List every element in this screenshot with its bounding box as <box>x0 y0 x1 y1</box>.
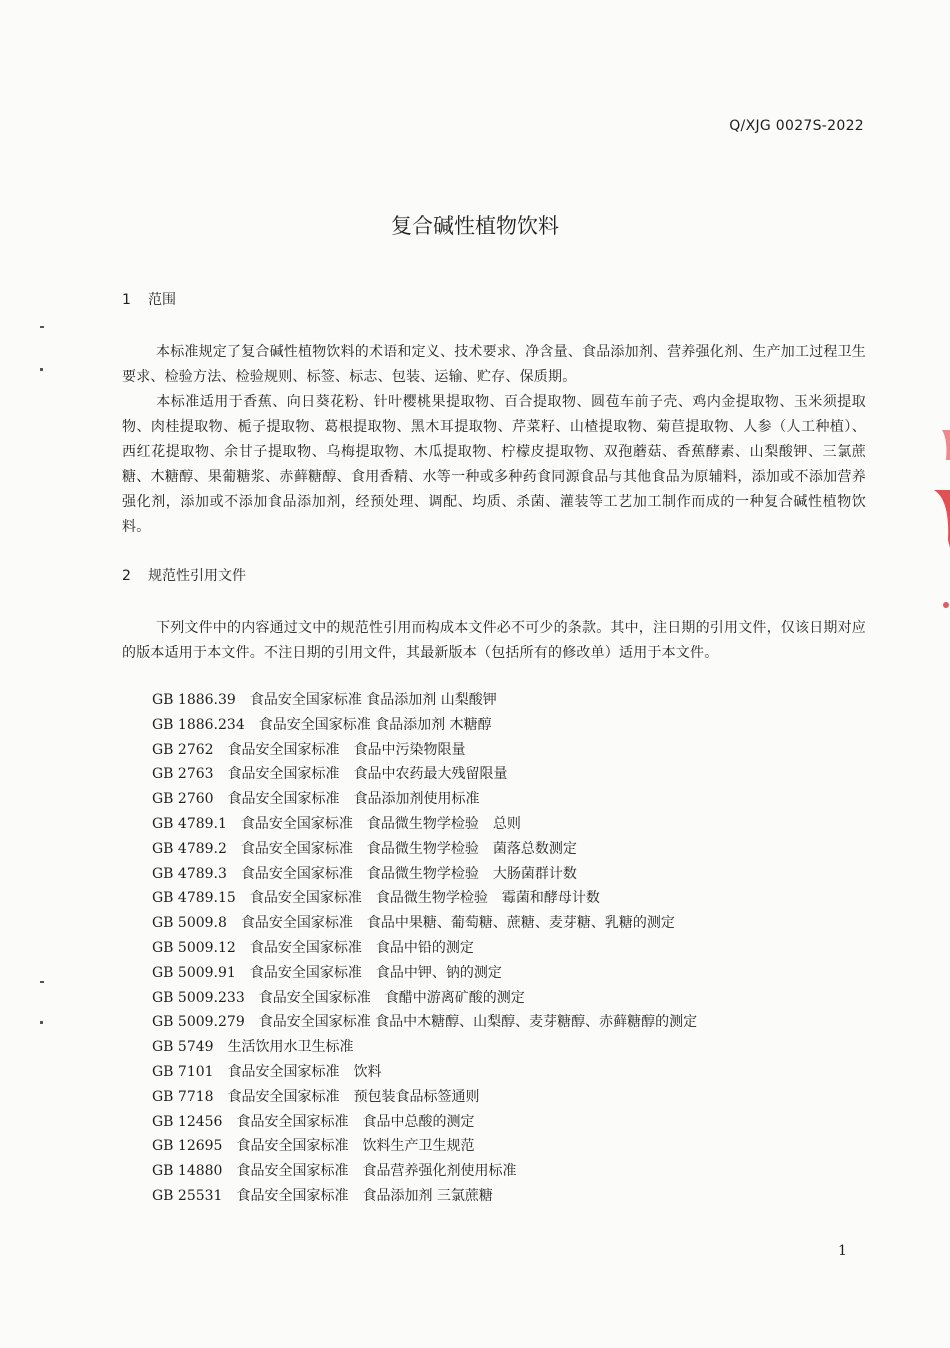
reference-item <box>152 738 852 763</box>
reference-title: 食品安全国家标准 <box>240 840 353 857</box>
reference-extra: 大肠菌群计数 <box>492 865 577 882</box>
reference-item <box>152 1035 852 1060</box>
reference-title: 食品安全国家标准 食品添加剂 木糖醇 <box>258 716 492 733</box>
reference-item <box>152 986 852 1011</box>
reference-item <box>152 1134 852 1159</box>
section-number: 1 <box>122 292 131 308</box>
section-title: 范围 <box>148 292 176 308</box>
reference-subject: 食品中铅的测定 <box>375 939 474 956</box>
reference-title: 食品安全国家标准 <box>227 741 340 758</box>
reference-code: GB 5009.12 <box>152 939 236 956</box>
reference-title: 食品安全国家标准 食品添加剂 山梨酸钾 <box>249 692 497 708</box>
reference-code: GB 2760 <box>152 791 214 808</box>
reference-title: 食品安全国家标准 <box>258 989 371 1006</box>
reference-subject: 食品微生物学检验 <box>366 840 479 857</box>
reference-item <box>152 862 852 887</box>
reference-subject: 预包装食品标签通则 <box>353 1088 480 1105</box>
reference-item <box>152 762 852 787</box>
reference-subject: 食品中果糖、葡萄糖、蔗糖、麦芽糖、乳糖的测定 <box>366 915 675 932</box>
reference-subject: 饮料 <box>353 1063 382 1080</box>
reference-code: GB 1886.39 <box>152 692 236 708</box>
reference-title: 食品安全国家标准 <box>227 1088 340 1105</box>
scope-paragraph-1 <box>122 340 866 390</box>
reference-code: GB 5009.233 <box>152 989 245 1006</box>
reference-code: GB 14880 <box>152 1163 223 1180</box>
reference-title: 生活饮用水卫生标准 <box>227 1039 354 1056</box>
reference-title: 食品安全国家标准 <box>236 1163 349 1180</box>
reference-code: GB 4789.2 <box>152 840 227 857</box>
reference-subject: 食品中农药最大残留限量 <box>353 766 508 783</box>
reference-title: 食品安全国家标准 <box>236 1187 349 1204</box>
references-intro <box>122 616 866 666</box>
reference-title: 食品安全国家标准 <box>240 815 353 832</box>
reference-title: 食品安全国家标准 <box>227 791 340 808</box>
reference-extra: 霉菌和酵母计数 <box>501 890 600 907</box>
reference-item <box>152 713 852 738</box>
reference-title: 食品安全国家标准 <box>227 1063 340 1080</box>
reference-item <box>152 1060 852 1085</box>
reference-extra: 总则 <box>492 815 521 832</box>
reference-code: GB 5749 <box>152 1039 214 1056</box>
reference-title: 食品安全国家标准 <box>249 964 362 981</box>
paragraph-text: 下列文件中的内容通过文中的规范性引用而构成本文件必不可少的条款。其中，注日期的引用文件，仅该日期对应的版本适用于本文件。不注日期的引用文件，其最新版本（包括所有的修改单）适用于本文件。 <box>122 620 866 661</box>
section-title: 规范性引用文件 <box>148 568 246 584</box>
scope-paragraph-2 <box>122 390 866 540</box>
reference-item <box>152 688 852 713</box>
reference-item <box>152 911 852 936</box>
reference-title: 食品安全国家标准 <box>249 939 362 956</box>
reference-item <box>152 837 852 862</box>
reference-item <box>152 961 852 986</box>
scan-speck-icon <box>36 975 48 1035</box>
reference-item <box>152 787 852 812</box>
reference-code: GB 5009.8 <box>152 915 227 932</box>
reference-subject: 食品营养强化剂使用标准 <box>362 1163 517 1180</box>
reference-subject: 食品微生物学检验 <box>375 890 488 907</box>
reference-subject: 食品添加剂使用标准 <box>353 791 480 808</box>
reference-subject: 食品中总酸的测定 <box>362 1113 475 1130</box>
reference-code: GB 7718 <box>152 1088 214 1105</box>
reference-title: 食品安全国家标准 <box>227 766 340 783</box>
reference-item <box>152 1184 852 1209</box>
reference-title: 食品安全国家标准 <box>236 1113 349 1130</box>
document-title: 复合碱性植物饮料 <box>391 214 559 238</box>
reference-subject: 食品中污染物限量 <box>353 741 466 758</box>
reference-item <box>152 936 852 961</box>
reference-item <box>152 1159 852 1184</box>
reference-item <box>152 1085 852 1110</box>
scan-speck-icon <box>36 320 48 380</box>
reference-list <box>152 688 852 1209</box>
reference-extra: 菌落总数测定 <box>492 840 577 857</box>
reference-code: GB 4789.15 <box>152 890 236 907</box>
reference-subject: 食品中钾、钠的测定 <box>375 964 502 981</box>
document-number: Q/XJG 0027S-2022 <box>729 118 864 134</box>
reference-item <box>152 886 852 911</box>
reference-title: 食品安全国家标准 <box>240 865 353 882</box>
reference-code: GB 2763 <box>152 766 214 783</box>
reference-title: 食品安全国家标准 <box>249 890 362 907</box>
reference-code: GB 12456 <box>152 1113 223 1130</box>
section-1-heading <box>122 289 176 309</box>
reference-title: 食品安全国家标准 食品中木糖醇、山梨醇、麦芽糖醇、赤藓糖醇的测定 <box>258 1014 698 1031</box>
reference-item <box>152 1110 852 1135</box>
reference-code: GB 5009.279 <box>152 1014 245 1031</box>
reference-subject: 食品添加剂 三氯蔗糖 <box>362 1187 493 1204</box>
reference-subject: 食品微生物学检验 <box>366 815 479 832</box>
reference-code: GB 1886.234 <box>152 716 245 733</box>
stamp-fragment-icon <box>920 420 950 620</box>
page-number: 1 <box>838 1243 847 1259</box>
paragraph-text: 本标准规定了复合碱性植物饮料的术语和定义、技术要求、净含量、食品添加剂、营养强化剂、生产加工过程卫生要求、检验方法、检验规则、标签、标志、包装、运输、贮存、保质期。 <box>122 344 866 385</box>
reference-code: GB 4789.1 <box>152 815 227 832</box>
reference-item <box>152 1010 852 1035</box>
section-number: 2 <box>122 568 131 584</box>
reference-code: GB 5009.91 <box>152 964 236 981</box>
reference-subject: 食品微生物学检验 <box>366 865 479 882</box>
reference-code: GB 4789.3 <box>152 865 227 882</box>
paragraph-text: 本标准适用于香蕉、向日葵花粉、针叶樱桃果提取物、百合提取物、圆苞车前子壳、鸡内金提取物、玉米须提取物、肉桂提取物、栀子提取物、葛根提取物、黑木耳提取物、芹菜籽、山楂提取物、菊苣提取物、人参（人工种植）、西红花提取物、余甘子提取物、乌梅提取物、木瓜提取物、柠檬皮提取物、双孢蘑菇、香蕉酵素、山梨酸钾、三氯蔗糖、木糖醇、果葡糖浆、赤藓糖醇、食用香精、水等一种或多种药食同源食品与其他食品为原辅料，添加或不添加营养强化剂，添加或不添加食品添加剂，经预处理、调配、均质、杀菌、灌装等工艺加工制作而成的一种复合碱性植物饮料。 <box>122 394 866 535</box>
reference-code: GB 7101 <box>152 1063 214 1080</box>
reference-code: GB 25531 <box>152 1187 223 1204</box>
reference-item <box>152 812 852 837</box>
section-2-heading <box>122 565 246 585</box>
reference-title: 食品安全国家标准 <box>236 1138 349 1155</box>
reference-code: GB 2762 <box>152 741 214 758</box>
reference-title: 食品安全国家标准 <box>240 915 353 932</box>
reference-subject: 饮料生产卫生规范 <box>362 1138 475 1155</box>
reference-subject: 食醋中游离矿酸的测定 <box>384 989 525 1006</box>
reference-code: GB 12695 <box>152 1138 223 1155</box>
